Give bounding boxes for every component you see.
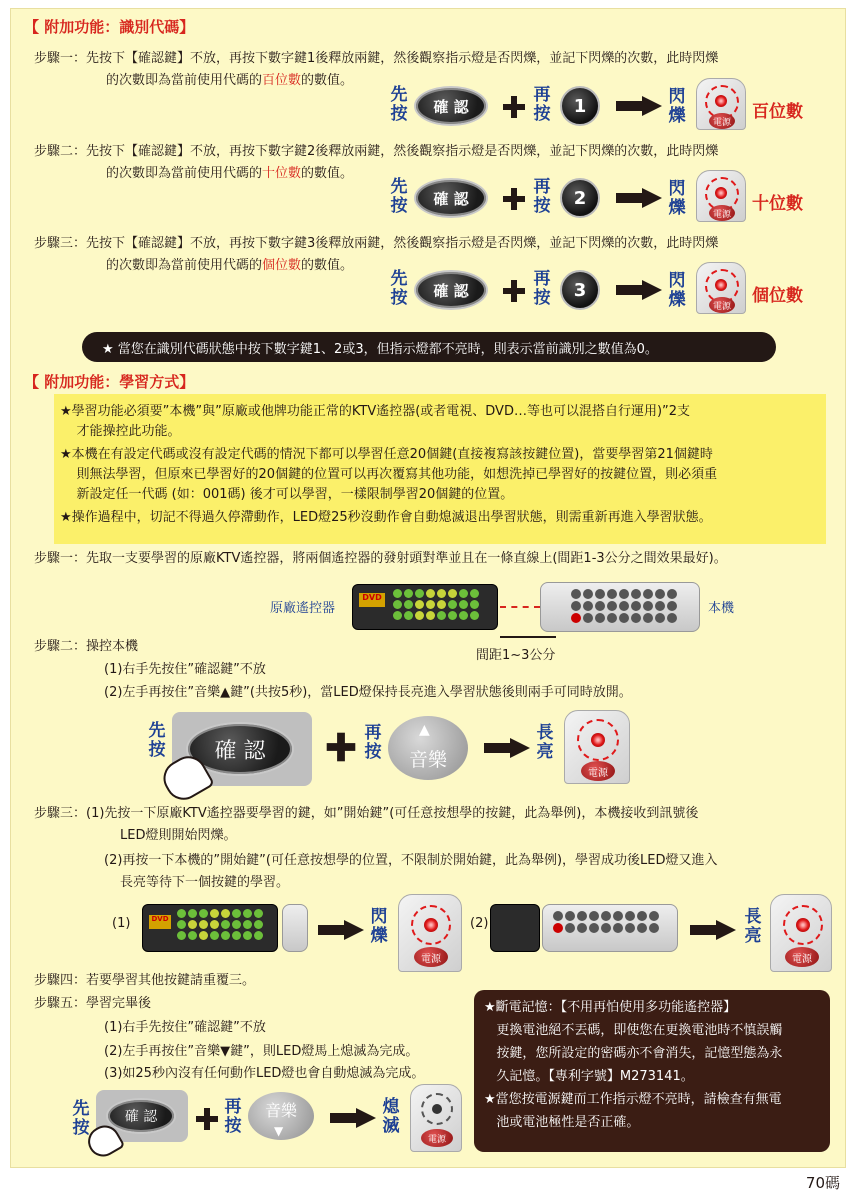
step-text-cont: 的次數即為當前使用代碼的百位數的數值。 — [106, 73, 354, 88]
arrow-right-icon — [484, 738, 530, 758]
arrow-right-icon — [616, 280, 662, 300]
learn-step-1: 步驟一：先取一支要學習的原廠KTV遙控器，將兩個遙控器的發射頭對準並且在一條直線上(間距1-3公分之間效果最好)。 — [34, 551, 727, 566]
learn-step-3d: 長亮等待下一個按鍵的學習。 — [120, 875, 290, 890]
learn-step-5b: (2)左手再按住”音樂▼鍵”，則LED燈馬上熄滅為完成。 — [104, 1044, 419, 1059]
ir-beam-line — [500, 606, 540, 608]
confirm-key-icon: 確 認 — [414, 178, 488, 218]
memory-line: ★斷電記憶：【不用再怕使用多功能遙控器】 — [484, 1000, 737, 1015]
then-press-label: 再 按 — [224, 1097, 242, 1136]
triangle-up-icon: ▲ — [419, 722, 430, 738]
distance-label: 間距1~3公分 — [476, 648, 556, 663]
plus-icon — [503, 280, 525, 302]
section-title-identify: 【 附加功能：識別代碼】 — [24, 18, 195, 36]
this-remote-label: 本機 — [708, 601, 735, 616]
learn-step-4: 步驟四：若要學習其他按鍵請重覆三。 — [34, 973, 256, 988]
learn-step-2-title: 步驟二：操控本機 — [34, 639, 139, 654]
memory-line: 池或電池極性是否正確。 — [484, 1115, 640, 1130]
original-remote-edge-icon — [490, 904, 540, 952]
note-line: 則無法學習，但原來已學習好的20個鍵的位置可以再次覆寫其他功能，如想洗掉已學習好的按鍵位置，則必須重 — [60, 467, 718, 482]
led-indicator-icon: 電源 — [696, 78, 746, 130]
step-text: 步驟一：先按下【確認鍵】不放，再按下數字鍵1後釋放兩鍵，然後觀察指示燈是否閃爍，並記下閃爍的次數，此時閃爍 — [34, 51, 719, 66]
note-line: 才能操控此功能。 — [60, 424, 181, 439]
first-press-label: 先 按 — [72, 1099, 90, 1138]
confirm-key-icon: 確 認 — [414, 270, 488, 310]
first-press-label: 先 按 — [390, 85, 408, 124]
original-remote-icon: DVD — [142, 904, 278, 952]
arrow-right-icon — [330, 1108, 376, 1128]
learn-step-5-title: 步驟五：學習完畢後 — [34, 996, 152, 1011]
digit-1-key-icon: 1 — [560, 86, 600, 126]
note-line: ★本機在有設定代碼或沒有設定代碼的情況下都可以學習任意20個鍵(直接複寫該按鍵位置)，當要學習第21個鍵時 — [60, 447, 713, 462]
step-text: 步驟二：先按下【確認鍵】不放，再按下數字鍵2後釋放兩鍵，然後觀察指示燈是否閃爍，並記下閃爍的次數，此時閃爍 — [34, 144, 719, 159]
led-indicator-icon: 電源 — [564, 710, 630, 784]
confirm-key-icon: 確 認 — [106, 1098, 176, 1134]
flash-label: 閃 爍 — [668, 179, 686, 218]
flash-label: 閃 爍 — [668, 271, 686, 310]
note-line: ★操作過程中，切記不得過久停滯動作，LED燈25秒沒動作會自動熄滅退出學習狀態，則需重新再進入學習狀態。 — [60, 510, 712, 525]
learn-step-2b: (2)左手再按住”音樂▲鍵”(共按5秒)，當LED燈保持長亮進入學習狀態後則兩手可同時放開。 — [104, 685, 632, 700]
arrow-right-icon — [616, 188, 662, 208]
learn-step-5c: (3)如25秒內沒有任何動作LED燈也會自動熄滅為完成。 — [104, 1066, 425, 1081]
confirm-key-icon: 確 認 — [414, 86, 488, 126]
distance-arrow — [500, 636, 556, 638]
step-text-cont: 的次數即為當前使用代碼的個位數的數值。 — [106, 258, 354, 273]
memory-line: 按鍵，您所設定的密碼亦不會消失，記憶型態為永 — [484, 1046, 783, 1061]
arrow-right-icon — [616, 96, 662, 116]
marker-1: (1) — [112, 916, 131, 931]
memory-line: 更換電池絕不丟碼，即使您在更換電池時不慎誤觸 — [484, 1023, 783, 1038]
long-on-label: 長 亮 — [744, 907, 762, 946]
then-press-label: 再 按 — [533, 85, 551, 124]
music-up-key-icon: ▲ 音樂 — [388, 716, 468, 780]
result-tens: 十位數 — [752, 194, 803, 214]
learn-step-2a: (1)右手先按住”確認鍵”不放 — [104, 662, 266, 677]
off-label: 熄 滅 — [382, 1097, 400, 1136]
led-indicator-off-icon: 電源 — [410, 1084, 462, 1152]
arrow-right-icon — [318, 920, 364, 940]
result-units: 個位數 — [752, 286, 803, 306]
music-down-key-icon: 音樂 ▼ — [248, 1092, 314, 1140]
this-remote-icon — [540, 582, 700, 632]
learn-step-3c: (2)再按一下本機的”開始鍵”(可任意按想學的位置，不限制於開始鍵，此為舉例)，學習成功後LED燈又進入 — [104, 853, 718, 868]
original-remote-icon: DVD — [352, 584, 498, 630]
this-remote-edge-icon — [282, 904, 308, 952]
note-line: 新設定任一代碼 (如：001碼) 後才可以學習，一樣限制學習20個鍵的位置。 — [60, 487, 514, 502]
digit-3-key-icon: 3 — [560, 270, 600, 310]
led-indicator-icon: 電源 — [770, 894, 832, 972]
long-on-label: 長 亮 — [536, 723, 554, 762]
first-press-label: 先 按 — [148, 721, 166, 760]
triangle-down-icon: ▼ — [274, 1124, 284, 1138]
learn-step-3b: LED燈則開始閃爍。 — [120, 828, 237, 843]
step-text: 步驟三：先按下【確認鍵】不放，再按下數字鍵3後釋放兩鍵，然後觀察指示燈是否閃爍，並記下閃爍的次數，此時閃爍 — [34, 236, 719, 251]
note-line: ★學習功能必須要”本機”與”原廠或他牌功能正常的KTV遙控器(或者電視、DVD…等也可以混搭自行運用)”2支 — [60, 404, 691, 419]
then-press-label: 再 按 — [364, 723, 382, 762]
learn-step-3a: 步驟三：(1)先按一下原廠KTV遙控器要學習的鍵，如”開始鍵”(可任意按想學的按鍵，此為舉例)，本機接收到訊號後 — [34, 806, 699, 821]
led-indicator-icon: 電源 — [398, 894, 462, 972]
memory-info-box — [474, 990, 830, 1152]
flash-label: 閃 爍 — [370, 907, 388, 946]
led-indicator-icon: 電源 — [696, 170, 746, 222]
step-text-cont: 的次數即為當前使用代碼的十位數的數值。 — [106, 166, 354, 181]
arrow-right-icon — [690, 920, 736, 940]
original-remote-label: 原廠遙控器 — [270, 601, 336, 616]
this-remote-icon — [542, 904, 678, 952]
plus-icon — [196, 1108, 218, 1130]
led-indicator-icon: 電源 — [696, 262, 746, 314]
learning-notes-box — [54, 394, 826, 544]
digit-2-key-icon: 2 — [560, 178, 600, 218]
learn-step-5a: (1)右手先按住”確認鍵”不放 — [104, 1020, 266, 1035]
result-hundreds: 百位數 — [752, 102, 803, 122]
page-number: 70碼 — [805, 1174, 840, 1192]
then-press-label: 再 按 — [533, 269, 551, 308]
then-press-label: 再 按 — [533, 177, 551, 216]
first-press-label: 先 按 — [390, 269, 408, 308]
plus-icon — [503, 96, 525, 118]
confirm-key-icon: 確 認 — [186, 722, 294, 776]
plus-icon — [503, 188, 525, 210]
memory-line: 久記憶。【專利字號】M273141。 — [484, 1069, 694, 1084]
section-title-learning: 【 附加功能：學習方式】 — [24, 373, 195, 391]
marker-2: (2) — [470, 916, 489, 931]
plus-icon — [327, 733, 356, 762]
identify-note-bar: ★ 當您在識別代碼狀態中按下數字鍵1、2或3，但指示燈都不亮時，則表示當前識別之數值為0。 — [82, 332, 776, 362]
memory-line: ★當您按電源鍵而工作指示燈不亮時，請檢查有無電 — [484, 1092, 782, 1107]
flash-label: 閃 爍 — [668, 87, 686, 126]
first-press-label: 先 按 — [390, 177, 408, 216]
